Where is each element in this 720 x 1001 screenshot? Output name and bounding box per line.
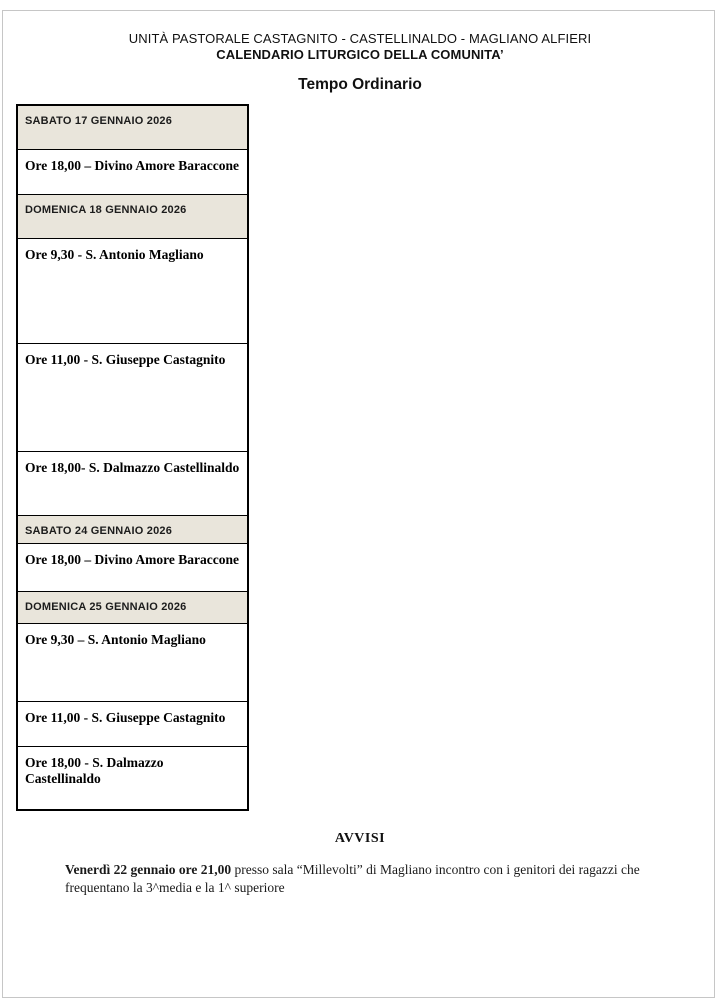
mass-event-row: Ore 11,00 - S. Giuseppe Castagnito: [18, 344, 247, 452]
day-header-row: SABATO 17 GENNAIO 2026: [18, 106, 247, 150]
notice-body-text: presso sala “Millevolti” di Magliano incontro con i genitori dei ragazzi che frequentano la 3^media e la 1^ superiore: [65, 862, 640, 895]
liturgical-calendar-table: [16, 104, 249, 811]
liturgical-season-subtitle: Tempo Ordinario: [298, 76, 422, 93]
document-header: [0, 31, 720, 95]
mass-event-row: Ore 11,00 - S. Giuseppe Castagnito: [18, 702, 247, 747]
mass-event-row: Ore 18,00 - S. Dalmazzo Castellinaldo: [25, 755, 164, 786]
pastoral-unit-title: UNITÀ PASTORALE CASTAGNITO - CASTELLINALDO - MAGLIANO ALFIERI: [128, 31, 592, 46]
mass-event-row: Ore 9,30 – S. Antonio Magliano: [18, 624, 247, 702]
day-header-row: DOMENICA 18 GENNAIO 2026: [18, 195, 247, 239]
mass-event-row: Ore 18,00- S. Dalmazzo Castellinaldo: [18, 452, 247, 516]
mass-event-row: Ore 9,30 - S. Antonio Magliano: [18, 239, 247, 344]
notice-item: [65, 861, 665, 897]
day-header-row: DOMENICA 25 GENNAIO 2026: [18, 592, 247, 624]
calendar-title: CALENDARIO LITURGICO DELLA COMUNITA’: [216, 47, 504, 62]
notices-section-title: AVVISI: [334, 831, 386, 846]
mass-event-row: Ore 18,00 – Divino Amore Baraccone: [18, 150, 247, 195]
mass-event-row: Ore 18,00 – Divino Amore Baraccone: [18, 544, 247, 592]
notice-datetime-lead: Venerdì 22 gennaio ore 21,00: [65, 862, 232, 877]
day-header-row: SABATO 24 GENNAIO 2026: [18, 516, 247, 544]
